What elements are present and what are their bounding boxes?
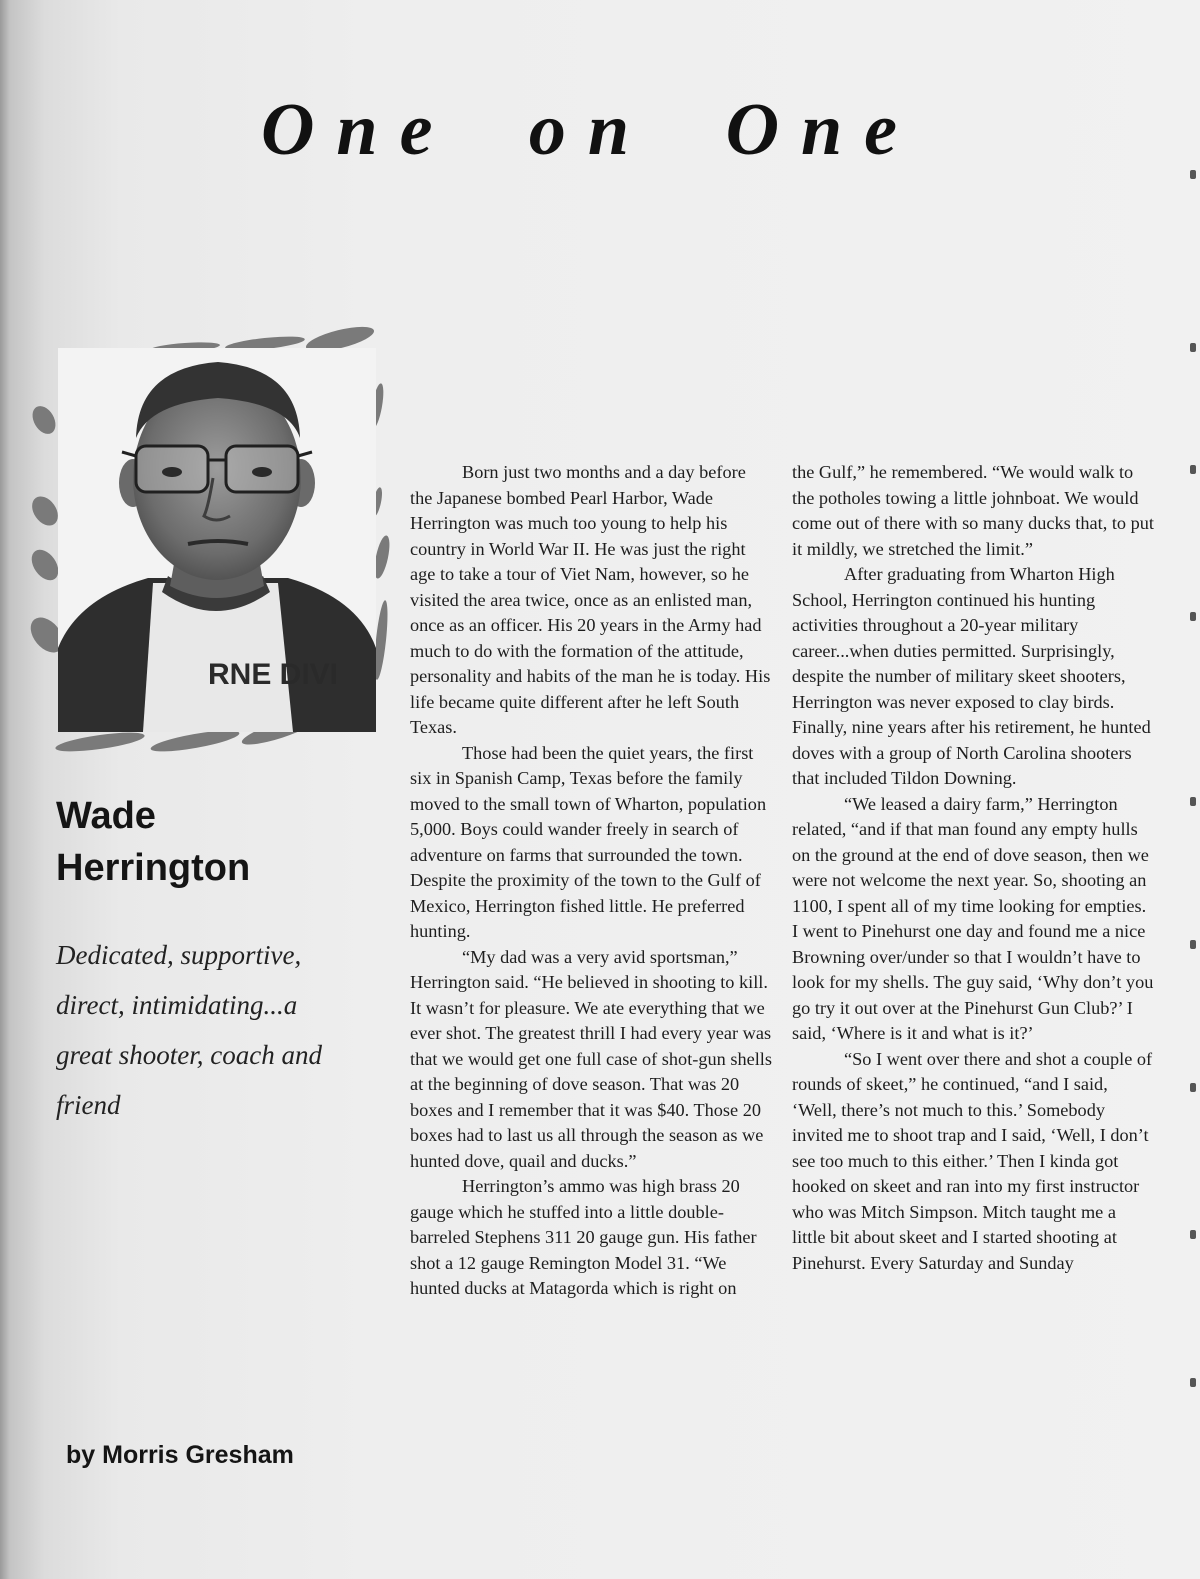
byline: by Morris Gresham — [66, 1441, 294, 1469]
edge-mark — [1190, 1230, 1196, 1239]
paragraph: Born just two months and a day before the Japanese bombed Pearl Harbor, Wade Herrington was much too young to help his country in World War II. He was just the right age to take a tour of Viet Nam, however, so he visited the area twice, once as an enlisted man, once as an officer. His 20 years in the Army had much to do with the formation of the attitude, personality and habits of the man he is today. His life became quite different after he left South Texas. — [410, 462, 771, 737]
paragraph: “We leased a dairy farm,” Herrington related, “and if that man found any empty hulls on the ground at the end of dove season, then we were not welcome the next year. So, shooting an 1100, I spent all of my time looking for empties. I went to Pinehurst one day and found me a nice Browning over/under so that I wouldn’t have to look for my shells. The guy said, ‘Why don’t you go try it out over at the Pinehurst Gun Club?’ I said, ‘Where is it and what is it?’ — [792, 793, 1154, 1043]
edge-mark — [1190, 170, 1196, 179]
shirt-text: RNE DIVI — [208, 658, 339, 691]
edge-mark — [1190, 940, 1196, 949]
portrait-photo — [58, 348, 376, 732]
article-column-2 — [792, 460, 1154, 1276]
subject-last-name: Herrington — [56, 847, 251, 889]
paragraph: “So I went over there and shot a couple of rounds of skeet,” he continued, “and I said, ‘Well, there’s not much to this.’ Somebody invited me to shoot trap and I said, ‘Well, I don’t see too much to this either.’ Then I kinda got hooked on skeet and ran into my first instructor who was Mitch Simpson. Mitch taught me a little bit about skeet and I started shooting at Pinehurst. Every Saturday and Sunday — [792, 1048, 1153, 1273]
edge-mark — [1190, 1378, 1196, 1387]
subtitle: Dedicated, supportive, direct, intimidating...a great shooter, coach and friend — [56, 940, 322, 1120]
paragraph: After graduating from Wharton High School, Herrington continued his hunting activities throughout a 20-year military career...when duties permitted. Surprisingly, despite the number of military skeet shooters, Herrington was never exposed to clay birds. Finally, nine years after his retirement, he hunted doves with a group of North Carolina shooters that included Tildon Downing. — [792, 564, 1151, 788]
subject-first-name: Wade — [56, 795, 156, 837]
edge-mark — [1190, 343, 1196, 352]
subject-name — [56, 790, 356, 894]
edge-mark — [1190, 612, 1196, 621]
portrait-illustration — [58, 348, 376, 732]
paragraph: the Gulf,” he remembered. “We would walk to the potholes towing a little johnboat. We would come out of there with so many ducks that, to put it mildly, we stretched the limit.” — [792, 462, 1155, 559]
edge-mark — [1190, 797, 1196, 806]
paragraph: “My dad was a very avid sportsman,” Herrington said. “He believed in shooting to kill. It wasn’t for pleasure. We ate everything that we ever shot. The greatest thrill I had every year was that we would get one full case of shot-gun shells at the beginning of dove season. That was 20 boxes and I remember that it was $40. Those 20 boxes had to last us all through the season as we hunted dove, quail and ducks.” — [410, 946, 772, 1171]
paragraph: Herrington’s ammo was high brass 20 gauge which he stuffed into a little double-barreled Stephens 311 20 gauge gun. His father shot a 12 gauge Remington Model 31. “We hunted ducks at Matagorda which is right on — [410, 1176, 757, 1298]
page-title: One on One — [260, 89, 920, 171]
paragraph: Those had been the quiet years, the first six in Spanish Camp, Texas before the family moved to the small town of Wharton, population 5,000. Boys could wander freely in search of adventure on farms that surrounded the town. Despite the proximity of the town to the Gulf of Mexico, Herrington fished little. He preferred hunting. — [410, 742, 767, 941]
edge-mark — [1190, 465, 1196, 474]
edge-mark — [1190, 1083, 1196, 1092]
article-column-1 — [410, 460, 772, 1302]
